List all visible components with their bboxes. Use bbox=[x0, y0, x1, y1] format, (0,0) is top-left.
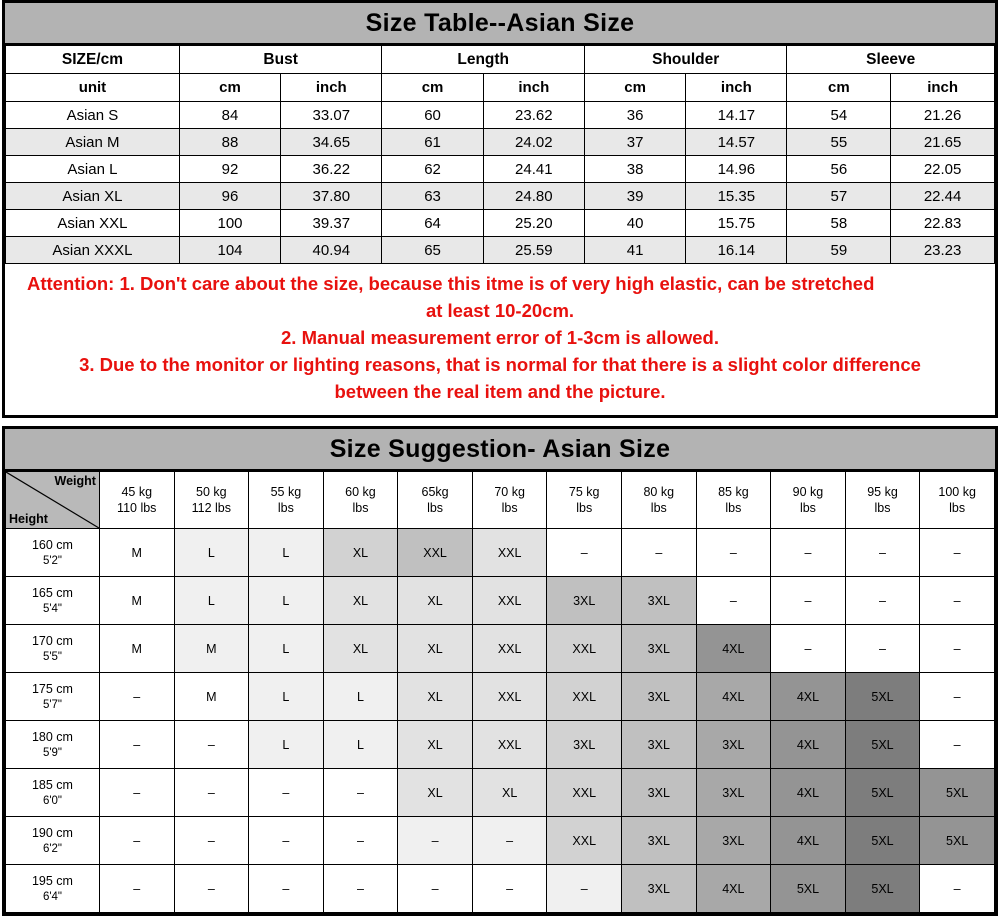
cell: – bbox=[99, 865, 174, 913]
height-axis-label: Height bbox=[9, 512, 48, 526]
cell: – bbox=[472, 865, 547, 913]
cell: 24.41 bbox=[483, 156, 584, 183]
height-cm: 185 cm bbox=[31, 777, 73, 792]
cell: – bbox=[622, 529, 697, 577]
cell: 24.80 bbox=[483, 183, 584, 210]
cell: 40 bbox=[584, 210, 685, 237]
cell: 37 bbox=[584, 129, 685, 156]
cell: – bbox=[845, 625, 920, 673]
unit-sleeve-inch: inch bbox=[891, 74, 995, 102]
cell: XL bbox=[398, 769, 473, 817]
weight-lbs: lbs bbox=[352, 501, 369, 515]
size-suggestion-title: Size Suggestion- Asian Size bbox=[5, 429, 995, 471]
header-sleeve: Sleeve bbox=[787, 46, 995, 74]
cell: 57 bbox=[787, 183, 891, 210]
cell: 3XL bbox=[622, 769, 697, 817]
weight-kg: 70 kg bbox=[494, 485, 525, 499]
size-table-group-header-row bbox=[6, 46, 995, 74]
cell: 4XL bbox=[771, 673, 846, 721]
weight-lbs: 112 lbs bbox=[191, 501, 232, 515]
attention-line-3: 2. Manual measurement error of 1-3cm is allowed. bbox=[281, 327, 719, 348]
row-header-height bbox=[6, 625, 100, 673]
axis-corner-cell bbox=[6, 472, 100, 529]
cell: – bbox=[771, 529, 846, 577]
weight-lbs: lbs bbox=[949, 501, 966, 515]
cell: 5XL bbox=[845, 817, 920, 865]
cell: 3XL bbox=[622, 721, 697, 769]
cell: – bbox=[920, 673, 995, 721]
table-row bbox=[6, 625, 995, 673]
cell: XXL bbox=[547, 817, 622, 865]
weight-lbs: lbs bbox=[650, 501, 667, 515]
unit-shoulder-cm: cm bbox=[584, 74, 685, 102]
suggestion-header-row bbox=[6, 472, 995, 529]
cell: 5XL bbox=[845, 673, 920, 721]
size-table-title: Size Table--Asian Size bbox=[5, 3, 995, 45]
cell: 92 bbox=[179, 156, 280, 183]
cell: 64 bbox=[382, 210, 483, 237]
cell: 25.59 bbox=[483, 237, 584, 264]
table-row bbox=[6, 129, 995, 156]
cell: 63 bbox=[382, 183, 483, 210]
table-row bbox=[6, 156, 995, 183]
table-row bbox=[6, 721, 995, 769]
column-header-weight bbox=[622, 472, 697, 529]
row-header-height bbox=[6, 817, 100, 865]
cell: – bbox=[771, 625, 846, 673]
weight-lbs: 110 lbs bbox=[117, 501, 157, 515]
cell: 22.83 bbox=[891, 210, 995, 237]
cell: M bbox=[99, 529, 174, 577]
row-header-height bbox=[6, 577, 100, 625]
cell: 5XL bbox=[920, 769, 995, 817]
cell: 15.75 bbox=[686, 210, 787, 237]
height-ft: 6'0" bbox=[42, 794, 63, 807]
cell: L bbox=[249, 721, 324, 769]
cell: XXL bbox=[472, 529, 547, 577]
cell: 21.65 bbox=[891, 129, 995, 156]
cell: – bbox=[99, 817, 174, 865]
cell: 100 bbox=[179, 210, 280, 237]
height-cm: 180 cm bbox=[31, 729, 73, 744]
weight-kg: 75 kg bbox=[568, 485, 600, 499]
row-size-label: Asian L bbox=[6, 156, 180, 183]
cell: 16.14 bbox=[686, 237, 787, 264]
size-suggestion-table bbox=[5, 471, 995, 913]
header-length: Length bbox=[382, 46, 585, 74]
cell: – bbox=[845, 577, 920, 625]
cell: 25.20 bbox=[483, 210, 584, 237]
cell: 4XL bbox=[696, 625, 771, 673]
weight-lbs: lbs bbox=[576, 501, 593, 515]
cell: 88 bbox=[179, 129, 280, 156]
weight-kg: 100 kg bbox=[938, 485, 976, 499]
table-row bbox=[6, 865, 995, 913]
attention-line-5: between the real item and the picture. bbox=[334, 381, 666, 402]
cell: 36 bbox=[584, 102, 685, 129]
cell: 4XL bbox=[771, 817, 846, 865]
cell: – bbox=[99, 673, 174, 721]
cell: 3XL bbox=[696, 721, 771, 769]
height-cm: 175 cm bbox=[31, 681, 73, 696]
attention-line-4: 3. Due to the monitor or lighting reasons, that is normal for that there is a slight color difference bbox=[79, 354, 921, 375]
weight-kg: 90 kg bbox=[792, 485, 824, 499]
cell: 96 bbox=[179, 183, 280, 210]
cell: – bbox=[920, 721, 995, 769]
cell: – bbox=[174, 865, 249, 913]
header-size: SIZE/cm bbox=[6, 46, 180, 74]
height-cm: 195 cm bbox=[31, 873, 73, 888]
cell: M bbox=[99, 577, 174, 625]
cell: 61 bbox=[382, 129, 483, 156]
cell: L bbox=[323, 673, 398, 721]
unit-length-cm: cm bbox=[382, 74, 483, 102]
cell: 40.94 bbox=[281, 237, 382, 264]
cell: XL bbox=[398, 577, 473, 625]
cell: 23.62 bbox=[483, 102, 584, 129]
column-header-weight bbox=[249, 472, 324, 529]
cell: 39.37 bbox=[281, 210, 382, 237]
cell: 14.96 bbox=[686, 156, 787, 183]
cell: XXL bbox=[472, 721, 547, 769]
cell: 5XL bbox=[920, 817, 995, 865]
row-size-label: Asian XXXL bbox=[6, 237, 180, 264]
cell: XL bbox=[472, 769, 547, 817]
cell: L bbox=[249, 673, 324, 721]
cell: XXL bbox=[547, 673, 622, 721]
cell: 38 bbox=[584, 156, 685, 183]
cell: 3XL bbox=[547, 721, 622, 769]
cell: 3XL bbox=[622, 625, 697, 673]
cell: – bbox=[547, 529, 622, 577]
column-header-weight bbox=[547, 472, 622, 529]
cell: 3XL bbox=[622, 865, 697, 913]
cell: – bbox=[920, 625, 995, 673]
cell: 60 bbox=[382, 102, 483, 129]
row-header-height bbox=[6, 865, 100, 913]
cell: XL bbox=[323, 577, 398, 625]
height-ft: 5'9" bbox=[42, 746, 63, 759]
height-ft: 5'7" bbox=[42, 698, 63, 711]
cell: 54 bbox=[787, 102, 891, 129]
header-shoulder: Shoulder bbox=[584, 46, 787, 74]
size-table-panel bbox=[2, 0, 998, 418]
column-header-weight bbox=[472, 472, 547, 529]
cell: 41 bbox=[584, 237, 685, 264]
cell: 22.44 bbox=[891, 183, 995, 210]
cell: 3XL bbox=[622, 817, 697, 865]
cell: 34.65 bbox=[281, 129, 382, 156]
weight-lbs: lbs bbox=[725, 501, 742, 515]
cell: – bbox=[323, 865, 398, 913]
table-row bbox=[6, 769, 995, 817]
cell: – bbox=[696, 529, 771, 577]
column-header-weight bbox=[920, 472, 995, 529]
cell: 39 bbox=[584, 183, 685, 210]
cell: 14.57 bbox=[686, 129, 787, 156]
cell: 4XL bbox=[771, 721, 846, 769]
unit-bust-cm: cm bbox=[179, 74, 280, 102]
unit-shoulder-inch: inch bbox=[686, 74, 787, 102]
table-row bbox=[6, 183, 995, 210]
weight-kg: 65kg bbox=[421, 485, 449, 499]
cell: 65 bbox=[382, 237, 483, 264]
row-header-height bbox=[6, 721, 100, 769]
table-row bbox=[6, 102, 995, 129]
cell: 62 bbox=[382, 156, 483, 183]
weight-axis-label: Weight bbox=[54, 474, 96, 488]
cell: 22.05 bbox=[891, 156, 995, 183]
table-row bbox=[6, 210, 995, 237]
weight-lbs: lbs bbox=[874, 501, 891, 515]
cell: – bbox=[99, 769, 174, 817]
cell: 4XL bbox=[771, 769, 846, 817]
cell: – bbox=[174, 817, 249, 865]
cell: – bbox=[845, 529, 920, 577]
weight-lbs: lbs bbox=[501, 501, 518, 515]
cell: 58 bbox=[787, 210, 891, 237]
cell: 59 bbox=[787, 237, 891, 264]
height-ft: 5'4" bbox=[42, 602, 63, 615]
cell: XL bbox=[323, 529, 398, 577]
cell: L bbox=[174, 529, 249, 577]
cell: 5XL bbox=[845, 769, 920, 817]
table-row bbox=[6, 577, 995, 625]
cell: – bbox=[174, 769, 249, 817]
size-table bbox=[5, 45, 995, 264]
cell: 4XL bbox=[696, 865, 771, 913]
row-size-label: Asian S bbox=[6, 102, 180, 129]
cell: – bbox=[249, 769, 324, 817]
cell: 4XL bbox=[696, 673, 771, 721]
cell: – bbox=[323, 769, 398, 817]
cell: 84 bbox=[179, 102, 280, 129]
cell: 33.07 bbox=[281, 102, 382, 129]
row-size-label: Asian XL bbox=[6, 183, 180, 210]
height-ft: 6'2" bbox=[42, 842, 63, 855]
cell: XXL bbox=[398, 529, 473, 577]
weight-lbs: lbs bbox=[799, 501, 816, 515]
cell: L bbox=[174, 577, 249, 625]
cell: – bbox=[472, 817, 547, 865]
column-header-weight bbox=[696, 472, 771, 529]
cell: XXL bbox=[472, 673, 547, 721]
cell: 3XL bbox=[622, 673, 697, 721]
row-header-height bbox=[6, 529, 100, 577]
height-cm: 165 cm bbox=[31, 585, 73, 600]
weight-kg: 55 kg bbox=[270, 485, 302, 499]
height-cm: 170 cm bbox=[31, 633, 73, 648]
cell: M bbox=[174, 673, 249, 721]
column-header-weight bbox=[845, 472, 920, 529]
row-size-label: Asian M bbox=[6, 129, 180, 156]
column-header-weight bbox=[174, 472, 249, 529]
cell: – bbox=[249, 817, 324, 865]
cell: 56 bbox=[787, 156, 891, 183]
cell: 5XL bbox=[845, 865, 920, 913]
cell: – bbox=[920, 577, 995, 625]
cell: 3XL bbox=[547, 577, 622, 625]
column-header-weight bbox=[99, 472, 174, 529]
cell: XXL bbox=[472, 625, 547, 673]
table-row bbox=[6, 529, 995, 577]
weight-lbs: lbs bbox=[277, 501, 294, 515]
attention-note bbox=[5, 264, 995, 415]
cell: 3XL bbox=[622, 577, 697, 625]
cell: L bbox=[323, 721, 398, 769]
cell: L bbox=[249, 625, 324, 673]
cell: 5XL bbox=[771, 865, 846, 913]
row-header-height bbox=[6, 769, 100, 817]
size-suggestion-panel bbox=[2, 426, 998, 916]
size-table-unit-row bbox=[6, 74, 995, 102]
weight-kg: 95 kg bbox=[867, 485, 898, 499]
cell: XXL bbox=[472, 577, 547, 625]
cell: 23.23 bbox=[891, 237, 995, 264]
cell: XL bbox=[398, 625, 473, 673]
cell: M bbox=[174, 625, 249, 673]
height-ft: 6'4" bbox=[42, 890, 63, 903]
table-row bbox=[6, 237, 995, 264]
weight-lbs: lbs bbox=[427, 501, 444, 515]
height-ft: 5'5" bbox=[42, 650, 63, 663]
cell: – bbox=[547, 865, 622, 913]
unit-sleeve-cm: cm bbox=[787, 74, 891, 102]
cell: XL bbox=[398, 721, 473, 769]
row-header-height bbox=[6, 673, 100, 721]
cell: – bbox=[920, 865, 995, 913]
cell: 3XL bbox=[696, 817, 771, 865]
cell: – bbox=[99, 721, 174, 769]
cell: – bbox=[771, 577, 846, 625]
cell: XXL bbox=[547, 625, 622, 673]
attention-line-2: at least 10-20cm. bbox=[425, 300, 575, 321]
column-header-weight bbox=[771, 472, 846, 529]
cell: L bbox=[249, 577, 324, 625]
unit-bust-inch: inch bbox=[281, 74, 382, 102]
height-cm: 190 cm bbox=[31, 825, 73, 840]
cell: 21.26 bbox=[891, 102, 995, 129]
height-ft: 5'2" bbox=[42, 554, 63, 567]
cell: – bbox=[398, 817, 473, 865]
table-row bbox=[6, 817, 995, 865]
table-row bbox=[6, 673, 995, 721]
cell: 3XL bbox=[696, 769, 771, 817]
cell: 15.35 bbox=[686, 183, 787, 210]
cell: – bbox=[920, 529, 995, 577]
weight-kg: 60 kg bbox=[345, 485, 376, 499]
cell: M bbox=[99, 625, 174, 673]
cell: 14.17 bbox=[686, 102, 787, 129]
cell: 5XL bbox=[845, 721, 920, 769]
cell: – bbox=[696, 577, 771, 625]
cell: – bbox=[398, 865, 473, 913]
height-cm: 160 cm bbox=[31, 537, 73, 552]
size-table-body bbox=[6, 46, 995, 264]
cell: XXL bbox=[547, 769, 622, 817]
cell: – bbox=[249, 865, 324, 913]
weight-kg: 85 kg bbox=[718, 485, 749, 499]
weight-kg: 50 kg bbox=[196, 485, 227, 499]
unit-label: unit bbox=[6, 74, 180, 102]
weight-kg: 45 kg bbox=[121, 485, 153, 499]
cell: L bbox=[249, 529, 324, 577]
row-size-label: Asian XXL bbox=[6, 210, 180, 237]
attention-line-1: Attention: 1. Don't care about the size, because this itme is of very high elastic, can be stretched bbox=[27, 273, 875, 294]
cell: 36.22 bbox=[281, 156, 382, 183]
column-header-weight bbox=[398, 472, 473, 529]
cell: 24.02 bbox=[483, 129, 584, 156]
column-header-weight bbox=[323, 472, 398, 529]
cell: – bbox=[174, 721, 249, 769]
cell: 37.80 bbox=[281, 183, 382, 210]
cell: XL bbox=[398, 673, 473, 721]
cell: XL bbox=[323, 625, 398, 673]
cell: 55 bbox=[787, 129, 891, 156]
weight-kg: 80 kg bbox=[643, 485, 675, 499]
cell: 104 bbox=[179, 237, 280, 264]
size-suggestion-body bbox=[6, 472, 995, 913]
header-bust: Bust bbox=[179, 46, 382, 74]
cell: – bbox=[323, 817, 398, 865]
unit-length-inch: inch bbox=[483, 74, 584, 102]
